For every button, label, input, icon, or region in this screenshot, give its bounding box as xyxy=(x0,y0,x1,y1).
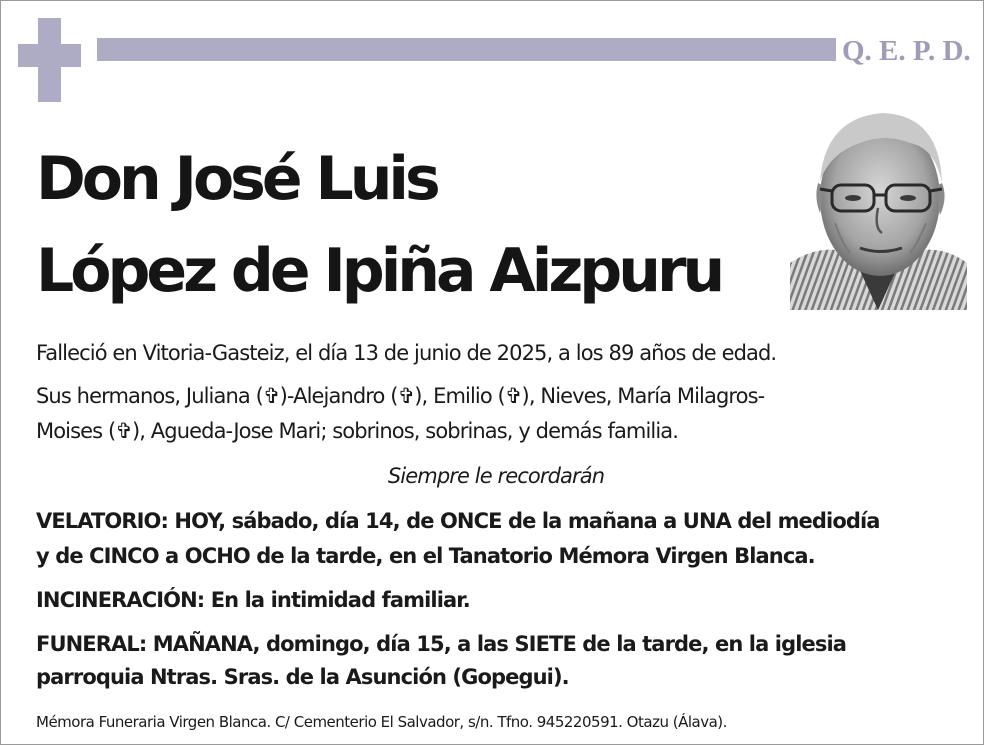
funeral-home-info: Mémora Funeraria Virgen Blanca. C/ Cementerio El Salvador, s/n. Tfno. 945220591. Otazu (Álava). xyxy=(36,713,727,731)
cross-icon xyxy=(18,18,81,102)
funeral-line-2: parroquia Ntras. Sras. de la Asunción (Gopegui). xyxy=(36,665,569,689)
incineracion-line: INCINERACIÓN: En la intimidad familiar. xyxy=(36,588,470,612)
name-line-1: Don José Luis xyxy=(36,144,437,214)
family-line-1: Sus hermanos, Juliana (✞)-Alejandro (✞), Emilio (✞), Nieves, María Milagros- xyxy=(36,384,765,408)
remembrance-line: Siempre le recordarán xyxy=(387,464,605,488)
death-notice: Falleció en Vitoria-Gasteiz, el día 13 de junio de 2025, a los 89 años de edad. xyxy=(36,341,777,365)
name-line-2: López de Ipiña Aizpuru xyxy=(36,236,722,306)
qepd-label: Q. E. P. D. xyxy=(842,35,971,67)
deceased-name xyxy=(36,133,721,317)
velatorio-line-2: y de CINCO a OCHO de la tarde, en el Tanatorio Mémora Virgen Blanca. xyxy=(36,544,815,568)
velatorio-line-1: VELATORIO: HOY, sábado, día 14, de ONCE de la mañana a UNA del mediodía xyxy=(36,509,880,533)
funeral-line-1: FUNERAL: MAÑANA, domingo, día 15, a las SIETE de la tarde, en la iglesia xyxy=(36,632,847,656)
header-rule xyxy=(97,38,836,61)
family-line-2: Moises (✞), Agueda-Jose Mari; sobrinos, sobrinas, y demás familia. xyxy=(36,419,679,443)
portrait-photo xyxy=(790,103,967,310)
